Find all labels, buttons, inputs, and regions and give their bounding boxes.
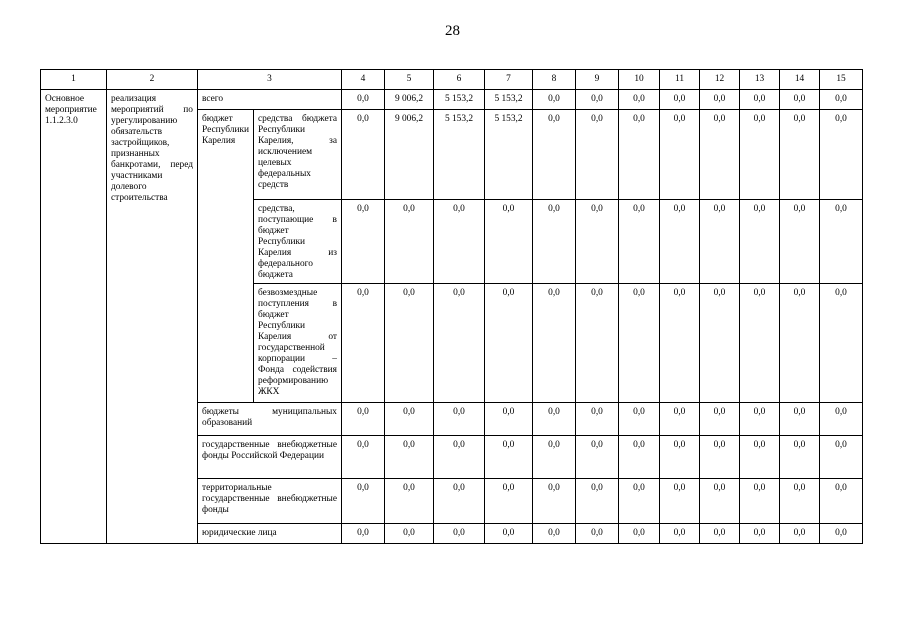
row-total xyxy=(41,90,863,110)
value-cell: 0,0 xyxy=(660,436,700,479)
value-cell: 0,0 xyxy=(780,403,820,436)
column-number: 11 xyxy=(660,70,700,90)
value-cell: 0,0 xyxy=(342,110,385,200)
value-cell: 0,0 xyxy=(485,284,533,403)
value-cell: 0,0 xyxy=(660,200,700,284)
value-cell: 0,0 xyxy=(780,524,820,544)
value-cell: 0,0 xyxy=(485,403,533,436)
column-number: 7 xyxy=(485,70,533,90)
value-cell: 0,0 xyxy=(740,436,780,479)
value-cell: 9 006,2 xyxy=(385,110,434,200)
value-cell: 0,0 xyxy=(780,200,820,284)
value-cell: 0,0 xyxy=(576,110,619,200)
value-cell: 0,0 xyxy=(700,200,740,284)
column-number: 14 xyxy=(780,70,820,90)
column-number: 12 xyxy=(700,70,740,90)
value-cell: 0,0 xyxy=(533,90,576,110)
value-cell: 0,0 xyxy=(820,436,863,479)
value-cell: 0,0 xyxy=(660,110,700,200)
value-cell: 0,0 xyxy=(740,110,780,200)
value-cell: 0,0 xyxy=(820,403,863,436)
value-cell: 0,0 xyxy=(820,284,863,403)
value-cell: 0,0 xyxy=(619,403,660,436)
value-cell: 0,0 xyxy=(385,200,434,284)
value-cell: 0,0 xyxy=(342,479,385,524)
value-cell: 0,0 xyxy=(385,436,434,479)
column-number: 13 xyxy=(740,70,780,90)
value-cell: 0,0 xyxy=(740,200,780,284)
value-cell: 0,0 xyxy=(619,90,660,110)
event-description: реализация мероприятий по урегулированию обязательств застройщиков, признанных банкротами, перед участниками долевого строительства xyxy=(107,90,198,544)
value-cell: 0,0 xyxy=(660,90,700,110)
value-cell: 0,0 xyxy=(533,284,576,403)
value-cell: 0,0 xyxy=(385,284,434,403)
value-cell: 0,0 xyxy=(342,524,385,544)
value-cell: 0,0 xyxy=(660,284,700,403)
value-cell: 0,0 xyxy=(780,479,820,524)
column-number: 10 xyxy=(619,70,660,90)
row-group-label: бюджет Республики Карелия xyxy=(198,110,254,403)
value-cell: 9 006,2 xyxy=(385,90,434,110)
value-cell: 0,0 xyxy=(820,110,863,200)
row-label: всего xyxy=(198,90,342,110)
value-cell: 0,0 xyxy=(342,284,385,403)
value-cell: 0,0 xyxy=(485,200,533,284)
value-cell: 0,0 xyxy=(434,403,485,436)
value-cell: 0,0 xyxy=(740,284,780,403)
value-cell: 0,0 xyxy=(533,403,576,436)
value-cell: 0,0 xyxy=(434,479,485,524)
value-cell: 0,0 xyxy=(619,200,660,284)
budget-table xyxy=(40,69,863,544)
value-cell: 0,0 xyxy=(780,284,820,403)
row-label: юридические лица xyxy=(198,524,342,544)
value-cell: 0,0 xyxy=(576,524,619,544)
value-cell: 0,0 xyxy=(434,436,485,479)
value-cell: 0,0 xyxy=(619,110,660,200)
value-cell: 0,0 xyxy=(342,436,385,479)
value-cell: 0,0 xyxy=(385,403,434,436)
value-cell: 5 153,2 xyxy=(434,90,485,110)
column-number: 4 xyxy=(342,70,385,90)
value-cell: 0,0 xyxy=(576,403,619,436)
column-number: 9 xyxy=(576,70,619,90)
value-cell: 0,0 xyxy=(576,436,619,479)
page-number: 28 xyxy=(445,23,460,39)
value-cell: 0,0 xyxy=(700,524,740,544)
value-cell: 0,0 xyxy=(342,90,385,110)
value-cell: 0,0 xyxy=(619,436,660,479)
value-cell: 0,0 xyxy=(533,436,576,479)
value-cell: 0,0 xyxy=(660,403,700,436)
value-cell: 0,0 xyxy=(576,200,619,284)
value-cell: 0,0 xyxy=(700,90,740,110)
value-cell: 0,0 xyxy=(660,479,700,524)
value-cell: 0,0 xyxy=(385,479,434,524)
value-cell: 0,0 xyxy=(619,284,660,403)
value-cell: 5 153,2 xyxy=(485,110,533,200)
value-cell: 0,0 xyxy=(700,479,740,524)
row-label: государственные внебюджетные фонды Российской Федерации xyxy=(198,436,342,479)
value-cell: 0,0 xyxy=(533,110,576,200)
value-cell: 0,0 xyxy=(700,436,740,479)
value-cell: 0,0 xyxy=(820,479,863,524)
value-cell: 0,0 xyxy=(740,403,780,436)
column-number: 1 xyxy=(41,70,107,90)
value-cell: 0,0 xyxy=(740,524,780,544)
value-cell: 0,0 xyxy=(533,479,576,524)
value-cell: 0,0 xyxy=(576,284,619,403)
value-cell: 0,0 xyxy=(780,436,820,479)
value-cell: 0,0 xyxy=(820,90,863,110)
value-cell: 0,0 xyxy=(576,479,619,524)
row-label: бюджеты муниципальных образований xyxy=(198,403,342,436)
value-cell: 0,0 xyxy=(700,284,740,403)
value-cell: 0,0 xyxy=(619,479,660,524)
value-cell: 0,0 xyxy=(385,524,434,544)
value-cell: 0,0 xyxy=(342,200,385,284)
value-cell: 0,0 xyxy=(700,403,740,436)
value-cell: 0,0 xyxy=(533,524,576,544)
value-cell: 0,0 xyxy=(700,110,740,200)
value-cell: 0,0 xyxy=(434,524,485,544)
event-name: Основное мероприятие 1.1.2.3.0 xyxy=(41,90,107,544)
row-label: средства бюджета Республики Карелия, за исключением целевых федеральных средств xyxy=(254,110,342,200)
value-cell: 0,0 xyxy=(820,524,863,544)
value-cell: 0,0 xyxy=(485,524,533,544)
column-number: 6 xyxy=(434,70,485,90)
value-cell: 5 153,2 xyxy=(485,90,533,110)
value-cell: 5 153,2 xyxy=(434,110,485,200)
value-cell: 0,0 xyxy=(660,524,700,544)
value-cell: 0,0 xyxy=(740,479,780,524)
column-number: 8 xyxy=(533,70,576,90)
row-label: территориальные государственные внебюджетные фонды xyxy=(198,479,342,524)
value-cell: 0,0 xyxy=(740,90,780,110)
value-cell: 0,0 xyxy=(533,200,576,284)
row-label: средства, поступающие в бюджет Республики Карелия из федерального бюджета xyxy=(254,200,342,284)
value-cell: 0,0 xyxy=(619,524,660,544)
value-cell: 0,0 xyxy=(434,200,485,284)
column-number: 3 xyxy=(198,70,342,90)
column-number-row xyxy=(41,70,863,90)
row-label: безвозмездные поступления в бюджет Республики Карелия от государственной корпорации – Фонда содействия реформированию ЖКХ xyxy=(254,284,342,403)
value-cell: 0,0 xyxy=(780,110,820,200)
value-cell: 0,0 xyxy=(820,200,863,284)
value-cell: 0,0 xyxy=(434,284,485,403)
column-number: 15 xyxy=(820,70,863,90)
value-cell: 0,0 xyxy=(485,436,533,479)
value-cell: 0,0 xyxy=(342,403,385,436)
value-cell: 0,0 xyxy=(485,479,533,524)
value-cell: 0,0 xyxy=(780,90,820,110)
column-number: 2 xyxy=(107,70,198,90)
column-number: 5 xyxy=(385,70,434,90)
value-cell: 0,0 xyxy=(576,90,619,110)
